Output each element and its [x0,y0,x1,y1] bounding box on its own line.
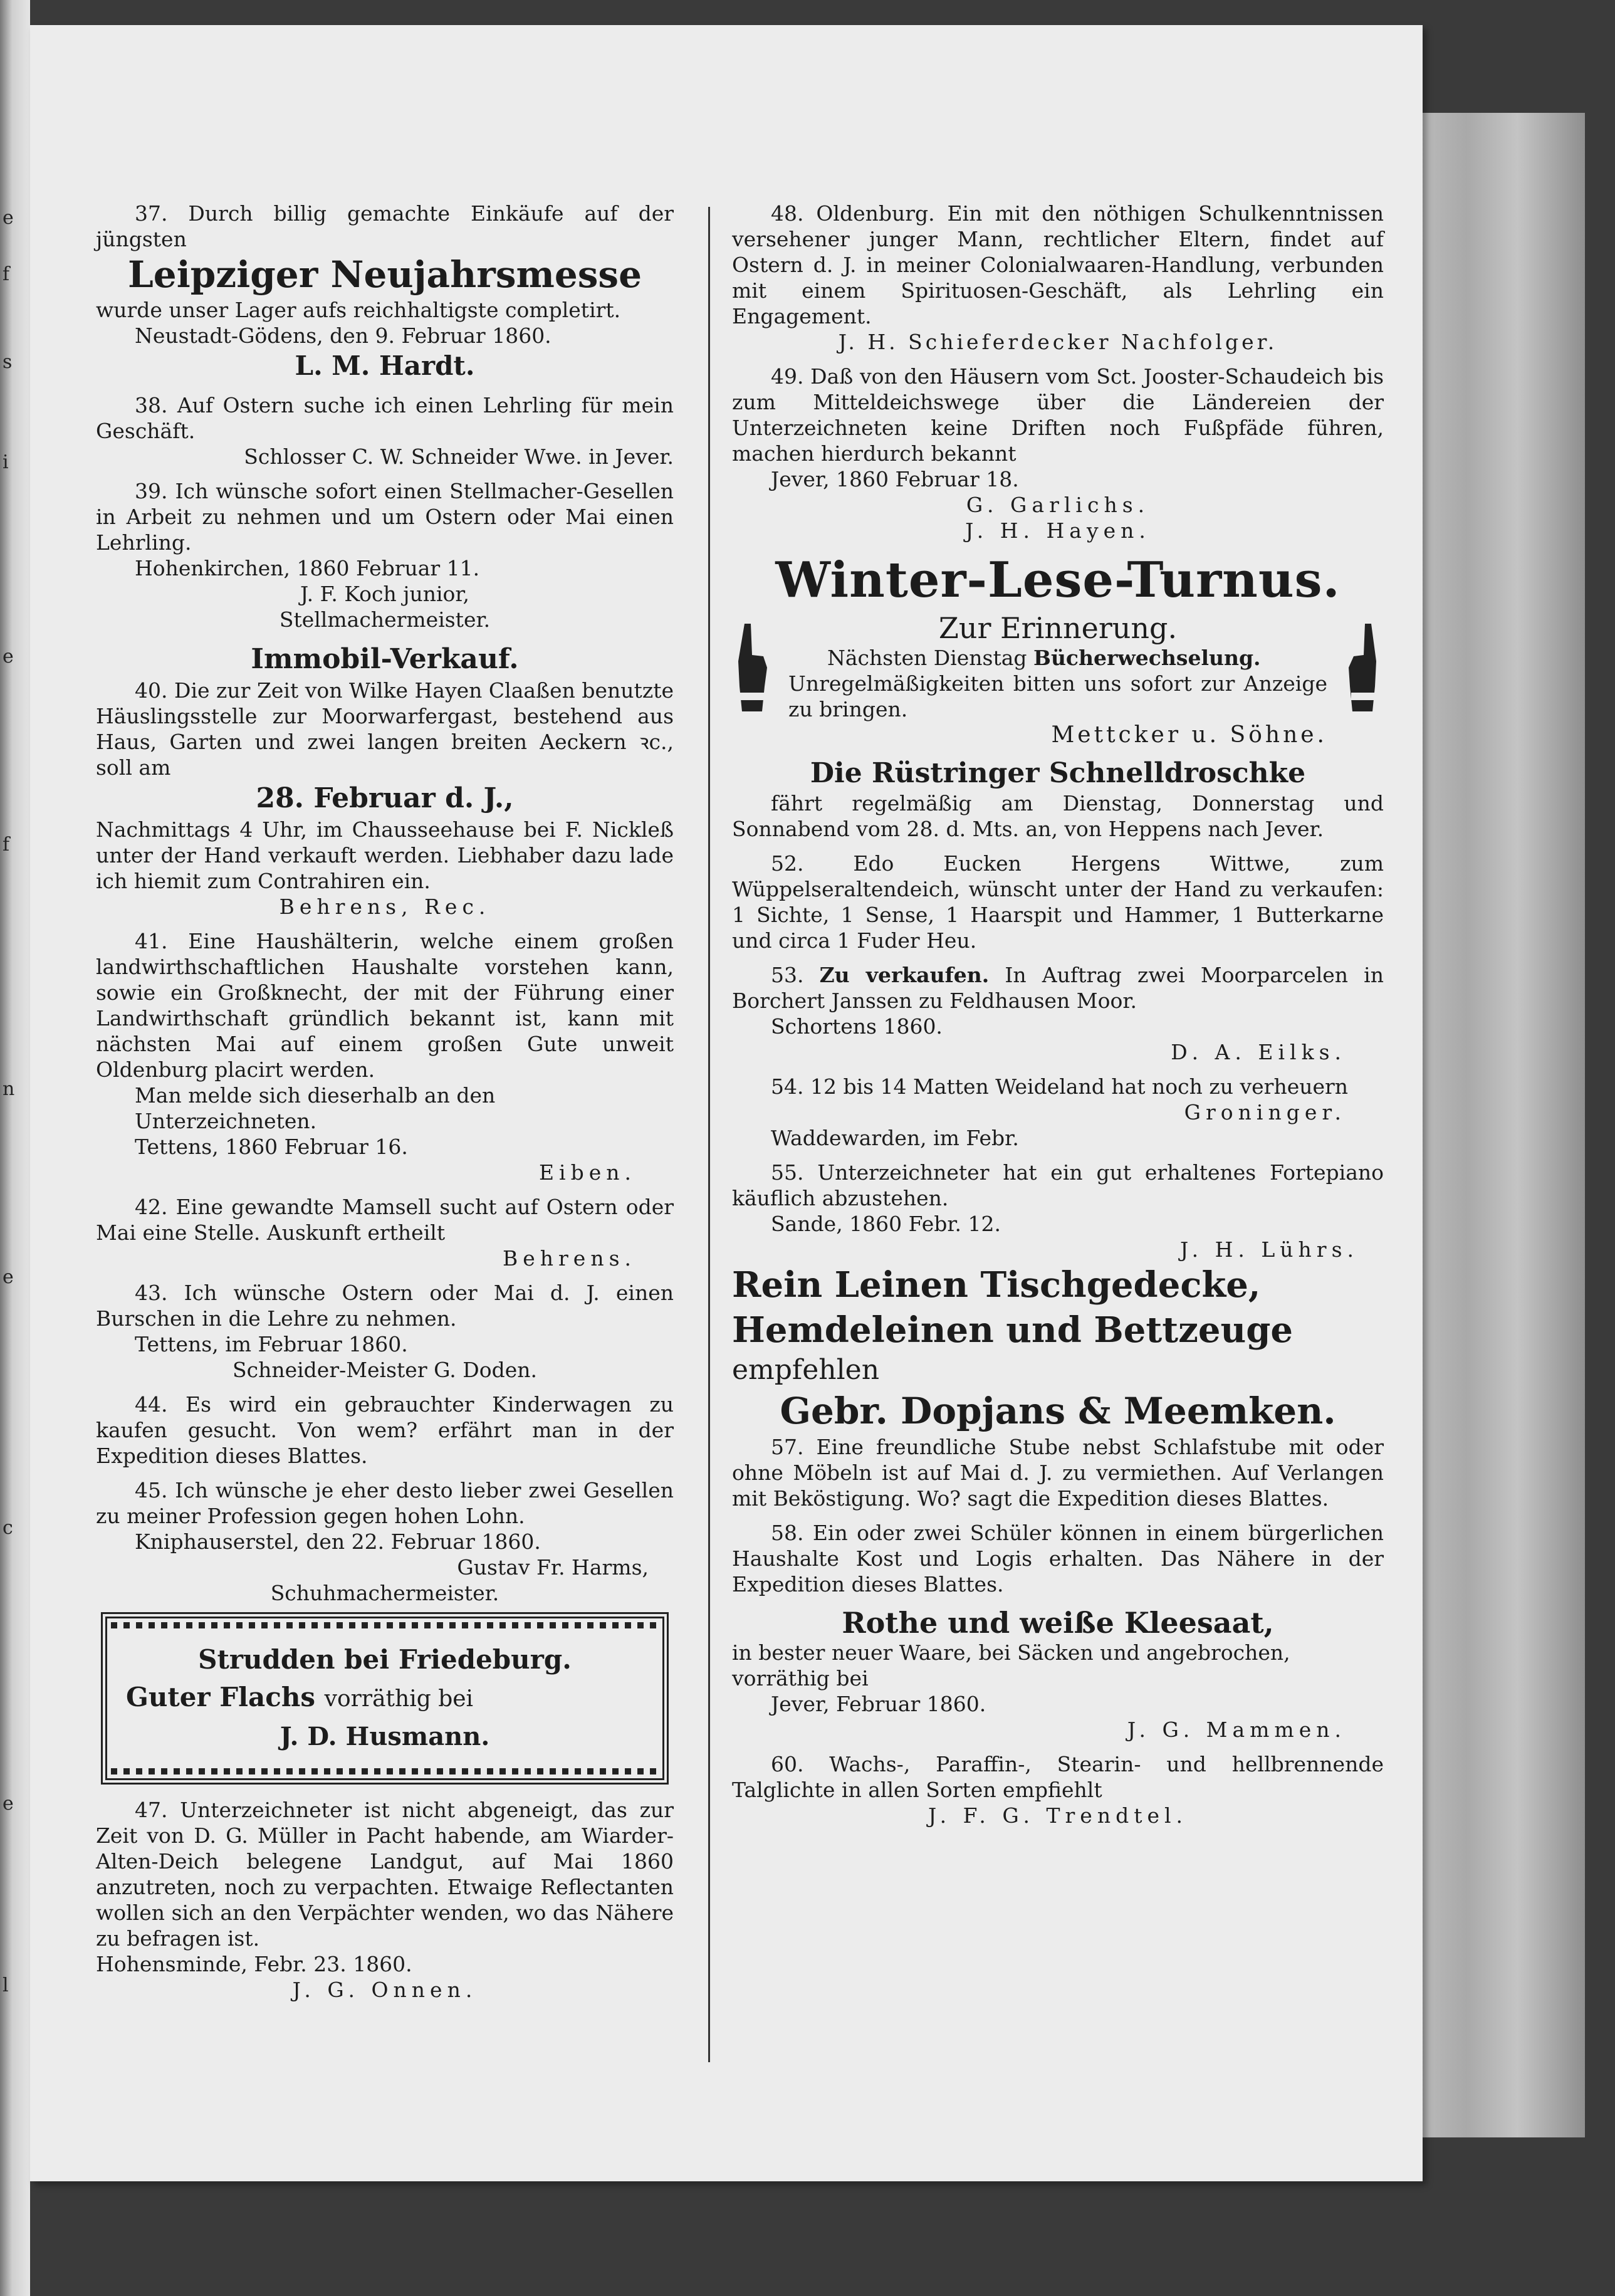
ad-heading: Rothe und weiße Kleesaat, [842,1606,1274,1640]
ad-text: 47. Unterzeichneter ist nicht abgeneigt, das zur Zeit von D. G. Müller in Pacht habende, am Wiarder-Alten-Deich belegene Landgut, auf Mai 1860 anzutreten, noch zu verpachten. Etwaige Reflectanten wollen sich an den Verpächter wenden, wo das Nähere zu befragen ist. [96,1798,674,1951]
ad-text: 40. Die zur Zeit von Wilke Hayen Claaßen benutzte Häuslingsstelle zur Moorwarfergast, bestehend aus Haus, Garten und zwei langen breiten Aeckern ꝛc., soll am [96,678,674,780]
reminder-line [788,645,1327,671]
ad-39 [96,478,674,632]
ad-text: 39. Ich wünsche sofort einen Stellmacher-Gesellen in Arbeit zu nehmen und um Ostern oder Mai einen Lehrling. [96,479,674,555]
ad-signature: Mettcker u. Söhne. [1051,722,1327,748]
ad-53 [732,962,1384,1065]
ad-place-date: Hohenkirchen, 1860 Februar 11. [135,556,480,580]
box-product: Guter Flachs [126,1682,316,1712]
ad-text: Nachmittags 4 Uhr, im Chausseehause bei F. Nickleß unter der Hand verkauft werden. Liebhaber dazu lade ich hiemit zum Contrahiren ein. [96,817,674,893]
ad-54 [732,1074,1384,1151]
ad-text: 43. Ich wünsche Ostern oder Mai d. J. einen Burschen in die Lehre zu nehmen. [96,1281,674,1331]
ad-40 [96,641,674,920]
ad-place-date: Kniphauserstel, den 22. Februar 1860. [135,1529,541,1554]
ad-text: fährt regelmäßig am Dienstag, Donnerstag und Sonnabend vom 28. d. Mts. an, von Heppens nach Jever. [732,791,1384,841]
ad-37 [96,201,674,384]
ad-heading: Leipziger Neujahrsmesse [128,253,642,296]
ad-47 [96,1797,674,2003]
kleesaat-ad [732,1606,1384,1743]
ad-place-date: Tettens, 1860 Februar 16. [135,1135,408,1159]
ad-48 [732,201,1384,355]
ad-signature: L. M. Hardt. [295,350,475,381]
ad-heading: Rein Leinen Tischgedecke, [732,1264,1261,1306]
box-offer-text: vorräthig bei [324,1686,474,1712]
reminder-title: Zur Erinnerung. [938,611,1178,645]
ad-text: 57. Eine freundliche Stube nebst Schlafstube mit oder ohne Möbeln ist auf Mai d. J. zu vermiethen. Auf Verlangen mit Beköstigung. Wo? sagt die Expedition dieses Blattes. [732,1435,1384,1511]
ad-text: empfehlen [732,1354,880,1386]
ad-41 [96,928,674,1185]
pointing-hand-icon [732,617,776,718]
ad-place-date: Neustadt-Gödens, den 9. Februar 1860. [135,323,551,348]
ad-text: 37. Durch billig gemachte Einkäufe auf der jüngsten [96,201,674,251]
ad-place-date: Tettens, im Februar 1860. [135,1332,408,1356]
ad-58 [732,1520,1384,1597]
ad-heading: Die Rüstringer Schnelldroschke [810,757,1306,789]
ad-signature: G. Garlichs. [966,493,1150,517]
margin-fragment: e [3,1793,14,1815]
ad-text: 44. Es wird ein gebrauchter Kinderwagen zu kaufen gesucht. Von wem? erfährt man in der Expedition dieses Blattes. [96,1392,674,1468]
ad-43 [96,1280,674,1383]
reminder-bold: Bücherwechselung. [1033,646,1261,670]
box-location: Strudden bei Friedeburg. [198,1644,572,1675]
ad-signature: Groninger. [1184,1100,1346,1124]
ad-text: 48. Oldenburg. Ein mit den nöthigen Schulkenntnissen versehener junger Mann, rechtlicher Eltern, findet auf Ostern d. J. in meiner Colonialwaaren-Handlung, verbunden mit einem Spirituosen-Geschäft, als Lehrling ein Engagement. [732,201,1384,328]
ad-55 [732,1160,1384,1262]
margin-fragment: c [3,1517,13,1539]
ad-text: 55. Unterzeichneter hat ein gut erhaltenes Fortepiano käuflich abzustehen. [732,1160,1384,1210]
margin-fragment: l [3,1974,9,1996]
book-fore-edge [1413,113,1585,2137]
reminder-block [732,611,1384,748]
ad-signature: J. G. Onnen. [292,1978,478,2002]
ad-signature: Gustav Fr. Harms, [457,1555,649,1580]
droschke-ad [732,757,1384,842]
margin-fragment: f [3,834,10,856]
box-merchant: J. D. Husmann. [280,1722,490,1751]
ad-signature: J. H. Lührs. [1179,1237,1359,1262]
ad-signature-title: Stellmachermeister. [279,607,491,632]
margin-fragment: i [3,451,9,473]
ad-text: In Auftrag zwei Moorparcelen in Borchert Janssen zu Feldhausen Moor. [732,963,1384,1013]
left-column [96,201,674,2003]
ad-signature: Schneider-Meister G. Doden. [232,1358,537,1382]
column-divider [708,207,710,2062]
ad-merchant: Gebr. Dopjans & Meemken. [780,1390,1336,1432]
ad-text: 45. Ich wünsche je eher desto lieber zwei Gesellen zu meiner Profession gegen hohen Lohn. [96,1478,674,1528]
ad-60 [732,1751,1384,1828]
margin-fragment: f [3,263,10,285]
ad-signature: J. H. Hayen. [965,518,1151,543]
ad-date-heading: 28. Februar d. J., [256,782,514,814]
margin-fragment: e [3,646,14,668]
right-column [732,201,1384,1828]
ad-signature: D. A. Eilks. [1171,1040,1346,1064]
ad-text: 58. Ein oder zwei Schüler können in einem bürgerlichen Haushalte Kost und Logis erhalten. Das Nähere in der Expedition dieses Blattes. [732,1521,1384,1596]
adjacent-page-edge [0,0,30,2296]
ad-place-date: Jever, Februar 1860. [771,1692,986,1716]
ad-text: 52. Edo Eucken Hergens Wittwe, zum Wüppelseraltendeich, wünscht unter der Hand zu verkaufen: 1 Sichte, 1 Sense, 1 Haarspit und Hammer, 1 Butterkarne und circa 1 Fuder Heu. [732,851,1384,953]
ad-heading: Immobil-Verkauf. [251,643,519,675]
ad-bold-heading: Zu verkaufen. [819,963,990,987]
pointing-hand-icon [1340,617,1384,718]
ad-text-line [732,962,1384,1014]
ad-signature: J. G. Mammen. [1127,1717,1346,1742]
ad-heading: Winter-Lese-Turnus. [775,552,1341,609]
box-offer [126,1679,644,1718]
ad-42 [96,1194,674,1271]
ad-text: Man melde sich dieserhalb an den Unterzeichneten. [135,1083,496,1133]
reminder-text: Nächsten Dienstag [827,646,1027,670]
ad-text: in bester neuer Waare, bei Säcken und angebrochen, vorräthig bei [732,1640,1290,1691]
ad-44 [96,1392,674,1469]
ad-57 [732,1434,1384,1511]
ad-text: 60. Wachs-, Paraffin-, Stearin- und hellbrennende Talglichte in allen Sorten empfiehlt [732,1752,1384,1802]
ad-49 [732,364,1384,543]
ad-52 [732,851,1384,953]
ad-heading: Hemdeleinen und Bettzeuge [732,1309,1294,1351]
newspaper-page [30,25,1423,2181]
leinen-ad [732,1262,1384,1434]
ad-place-date: Hohensminde, Febr. 23. 1860. [96,1952,412,1976]
ad-text: 54. 12 bis 14 Matten Weideland hat noch zu verheuern [771,1074,1349,1099]
reminder-text: Unregelmäßigkeiten bitten uns sofort zur Anzeige zu bringen. [788,671,1327,721]
margin-fragment: e [3,207,14,229]
winter-lese-turnus-ad [732,550,1384,748]
ad-signature: Behrens, Rec. [279,894,491,919]
ad-text: wurde unser Lager aufs reichhaltigste completirt. [96,298,621,322]
ad-signature: Behrens. [502,1246,636,1271]
margin-fragment: e [3,1266,14,1288]
ad-place-date: Waddewarden, im Febr. [771,1126,1019,1150]
ad-text: 42. Eine gewandte Mamsell sucht auf Ostern oder Mai eine Stelle. Auskunft ertheilt [96,1195,674,1245]
ad-signature: J. F. G. Trendtel. [928,1803,1188,1828]
ad-signature: J. H. Schieferdecker Nachfolger. [838,330,1278,354]
ad-text: 38. Auf Ostern suche ich einen Lehrling für mein Geschäft. [96,393,674,443]
ad-signature-title: Schuhmachermeister. [270,1581,499,1605]
ad-38 [96,392,674,469]
margin-fragment: n [3,1078,15,1100]
ad-45 [96,1477,674,1606]
ad-text: 49. Daß von den Häusern vom Sct. Jooster-Schaudeich bis zum Mitteldeichswege über die Ländereien der Unterzeichneten keine Driften noch Fußpfäde führen, machen hierdurch bekannt [732,364,1384,466]
ad-place-date: Schortens 1860. [771,1014,943,1039]
ad-place-date: Sande, 1860 Febr. 12. [771,1212,1001,1236]
ad-place-date: Jever, 1860 Februar 18. [771,467,1019,491]
ad-46-bordered-box [101,1612,669,1785]
ad-text: 41. Eine Haushälterin, welche einem großen landwirthschaftlichen Haushalte vorstehen kann, sowie ein Großknecht, der mit der Führung einer Landwirthschaft gründlich bekannt ist, kann mit nächsten Mai auf einem großen Gute unweit Oldenburg placirt werden. [96,929,674,1082]
ad-signature: Eiben. [538,1160,636,1185]
ad-signature: J. F. Koch junior, [300,582,470,606]
ad-signature: Schlosser C. W. Schneider Wwe. in Jever. [244,444,674,469]
ad-number: 53. [771,963,804,987]
margin-fragment: s [3,351,13,373]
